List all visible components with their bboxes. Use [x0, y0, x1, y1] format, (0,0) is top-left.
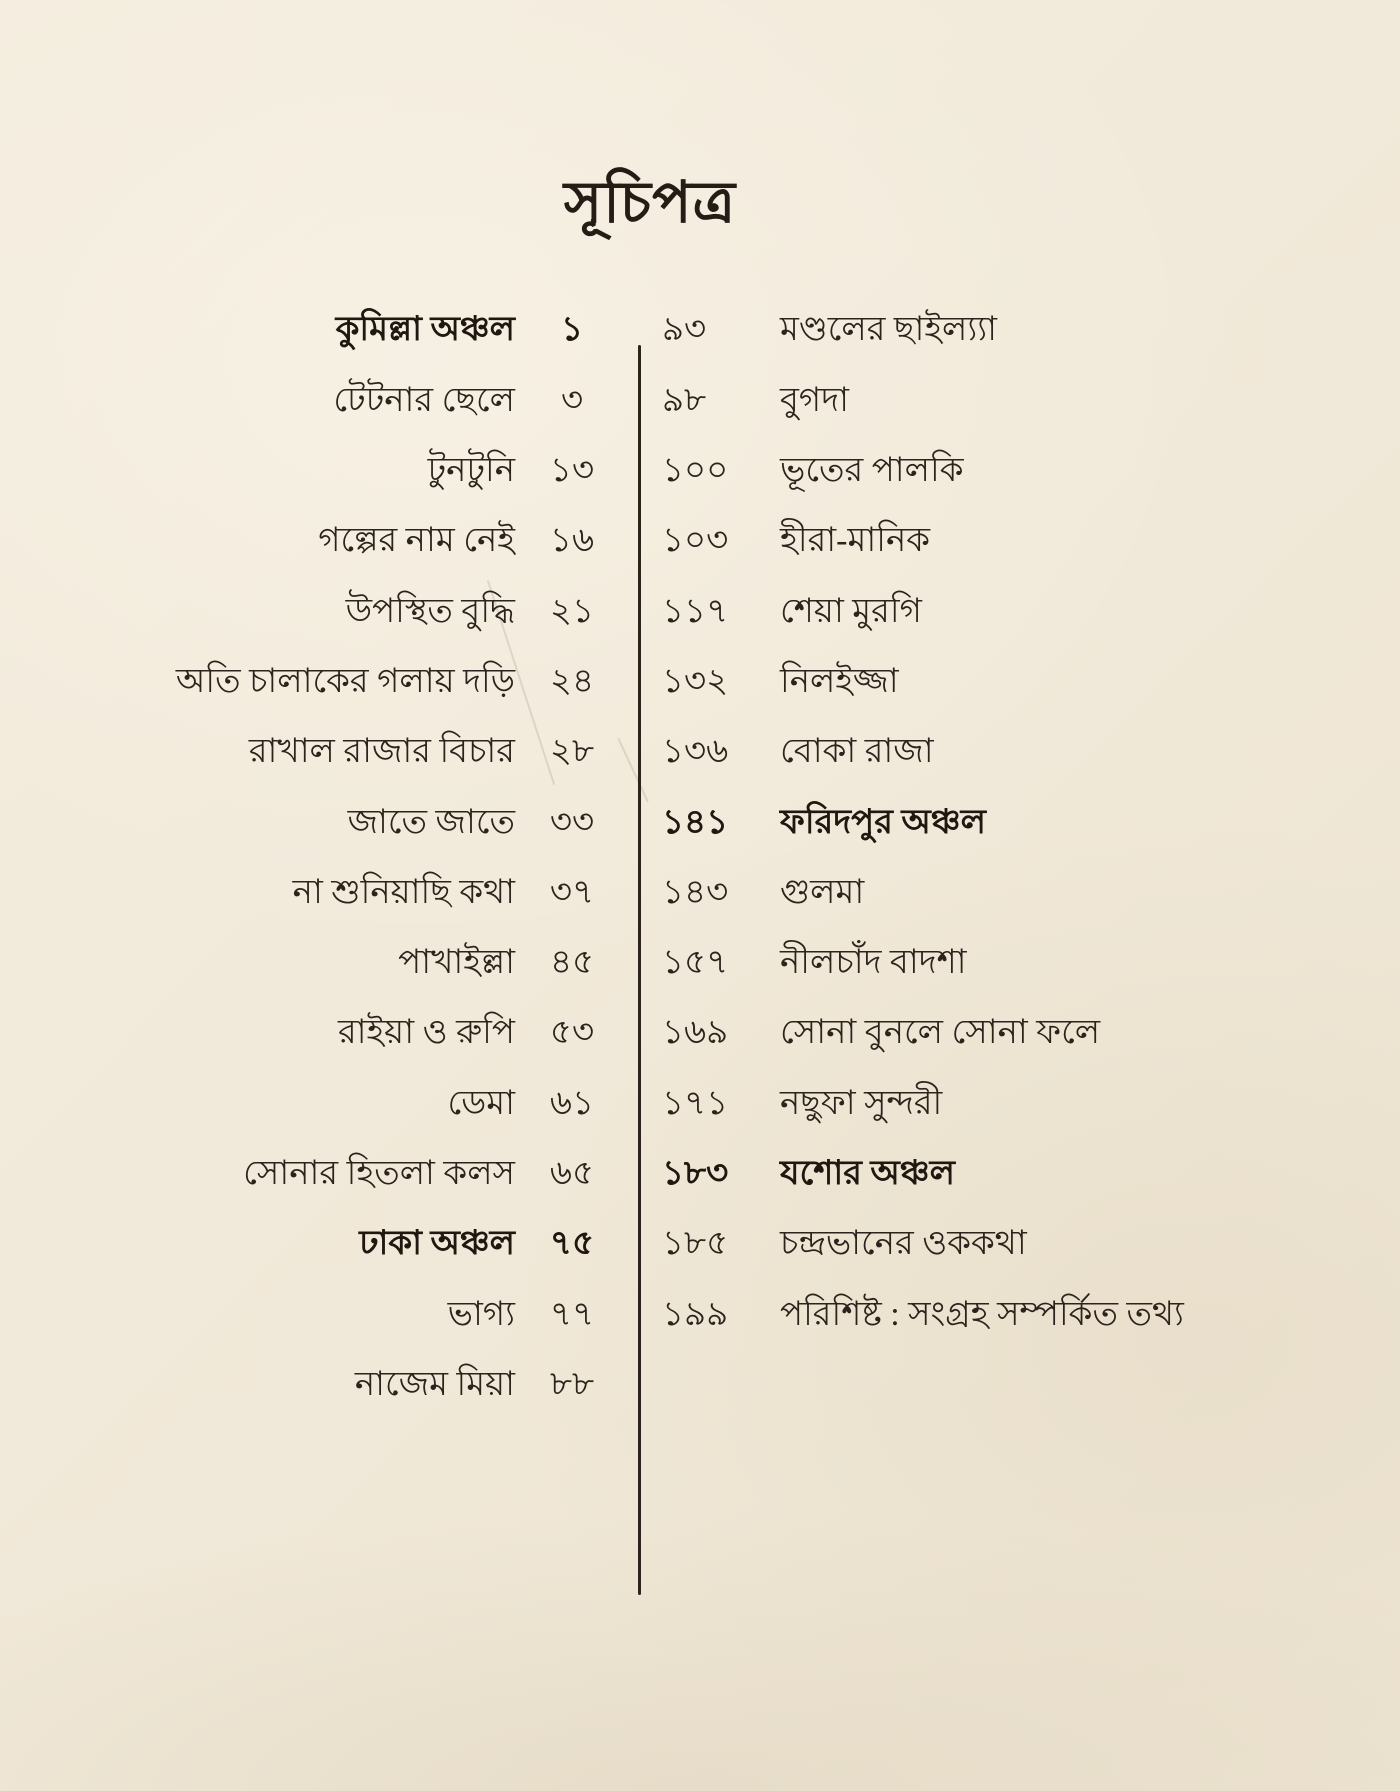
toc-entry — [662, 928, 1312, 998]
toc-entry — [95, 1139, 615, 1209]
toc-entry — [95, 1279, 615, 1349]
toc-entry-title: সোনা বুনলে সোনা ফলে — [780, 1014, 1101, 1052]
toc-entry — [95, 365, 615, 435]
page-title: সূচিপত্র — [563, 170, 737, 235]
toc-entry-page: ৪৫ — [549, 944, 595, 982]
toc-entry — [662, 787, 1312, 857]
toc-entry — [662, 1279, 1312, 1349]
toc-right-column — [662, 295, 1312, 1349]
toc-entry-page: ৫৩ — [549, 1014, 595, 1052]
toc-entry — [95, 1209, 615, 1279]
toc-entry-title: পাখাইল্লা — [398, 944, 515, 982]
toc-entry-title: টুনটুনি — [427, 452, 515, 490]
toc-entry — [662, 1068, 1312, 1138]
scan-crease — [617, 738, 648, 802]
toc-entry-page: ১৮৩ — [662, 1155, 729, 1193]
toc-entry — [95, 717, 615, 787]
toc-entry-page: ৯৩ — [662, 311, 707, 349]
toc-entry-title: কুমিল্লা অঞ্চল — [335, 311, 515, 349]
toc-entry-page: ১০৩ — [662, 522, 729, 560]
toc-entry-title: অতি চালাকের গলায় দড়ি — [175, 662, 515, 700]
toc-entry-page: ৩ — [560, 381, 584, 419]
toc-entry — [95, 1349, 615, 1419]
toc-entry — [662, 857, 1312, 927]
toc-entry — [95, 857, 615, 927]
toc-entry-title: টেটনার ছেলে — [333, 381, 515, 419]
toc-entry-title: নাজেম মিয়া — [354, 1365, 515, 1403]
toc-entry-page: ১৮৫ — [662, 1225, 729, 1263]
toc-entry-title: উপস্থিত বুদ্ধি — [345, 592, 515, 630]
toc-entry-title: ভাগ্য — [447, 1295, 515, 1333]
toc-entry-page: ১ — [560, 311, 584, 349]
toc-entry-title: ডেমা — [447, 1084, 515, 1122]
toc-entry — [662, 998, 1312, 1068]
toc-entry-page: ১৩ — [549, 452, 595, 490]
toc-entry-title: নীলচাঁদ বাদশা — [780, 944, 967, 982]
toc-entry-title: রাইয়া ও রুপি — [337, 1014, 515, 1052]
toc-entry-title: গুলমা — [780, 873, 865, 911]
toc-entry-title: পরিশিষ্ট : সংগ্রহ সম্পর্কিত তথ্য — [780, 1295, 1184, 1333]
toc-entry — [95, 576, 615, 646]
toc-entry-page: ১০০ — [662, 452, 729, 490]
toc-entry-page: ১৩২ — [662, 662, 729, 700]
toc-entry-page: ৭৫ — [549, 1225, 595, 1263]
toc-entry-title: রাখাল রাজার বিচার — [248, 733, 515, 771]
toc-entry-page: ১৬৯ — [662, 1014, 729, 1052]
toc-entry-page: ১১৭ — [662, 592, 729, 630]
toc-entry-page: ১৪৩ — [662, 873, 729, 911]
toc-entry-page: ৩৭ — [549, 873, 595, 911]
toc-entry-title: ফরিদপুর অঞ্চল — [780, 803, 986, 841]
toc-entry-title: গল্পের নাম নেই — [318, 522, 515, 560]
toc-entry-page: ২৪ — [549, 662, 595, 700]
toc-entry — [95, 506, 615, 576]
toc-entry-page: ১৭১ — [662, 1084, 729, 1122]
toc-entry — [662, 295, 1312, 365]
toc-entry — [95, 787, 615, 857]
toc-entry — [95, 998, 615, 1068]
toc-entry-title: মণ্ডলের ছাইল্য্যা — [780, 311, 997, 349]
toc-entry-page: ১৬ — [549, 522, 595, 560]
column-divider-rule — [638, 345, 641, 1595]
toc-entry-title: চন্দ্রভানের ওককথা — [780, 1225, 1027, 1263]
toc-entry-page: ৭৭ — [549, 1295, 595, 1333]
toc-entry — [662, 646, 1312, 716]
toc-entry — [662, 436, 1312, 506]
toc-entry-title: বোকা রাজা — [780, 733, 934, 771]
toc-entry-page: ৯৮ — [662, 381, 707, 419]
toc-entry-title: বুগদা — [780, 381, 849, 419]
toc-entry — [95, 295, 615, 365]
toc-entry — [662, 365, 1312, 435]
toc-left-column — [95, 295, 615, 1420]
toc-entry-page: ৮৮ — [549, 1365, 595, 1403]
toc-entry-page: ১৪১ — [662, 803, 729, 841]
toc-entry — [95, 928, 615, 998]
toc-entry-page: ১৯৯ — [662, 1295, 729, 1333]
toc-entry-title: ঢাকা অঞ্চল — [359, 1225, 515, 1263]
toc-entry — [95, 1068, 615, 1138]
toc-entry — [95, 436, 615, 506]
toc-entry — [662, 506, 1312, 576]
toc-entry — [662, 576, 1312, 646]
toc-entry-title: জাতে জাতে — [347, 803, 515, 841]
toc-entry-page: ৬৫ — [549, 1155, 595, 1193]
toc-entry-title: সোনার হিতলা কলস — [243, 1155, 515, 1193]
toc-entry-page: ২৮ — [549, 733, 595, 771]
toc-entry-page: ১৩৬ — [662, 733, 729, 771]
toc-entry — [662, 1209, 1312, 1279]
toc-entry-title: যশোর অঞ্চল — [780, 1155, 955, 1193]
toc-entry-title: ভূতের পালকি — [780, 452, 964, 490]
toc-entry-page: ৬১ — [549, 1084, 595, 1122]
toc-entry-title: শেয়া মুরগি — [780, 592, 922, 630]
toc-entry — [662, 717, 1312, 787]
toc-entry — [95, 646, 615, 716]
toc-entry-page: ৩৩ — [549, 803, 595, 841]
toc-entry-title: হীরা-মানিক — [780, 522, 931, 560]
toc-entry-page: ২১ — [549, 592, 595, 630]
toc-entry — [662, 1139, 1312, 1209]
toc-entry-title: নিলইজ্জা — [780, 662, 899, 700]
toc-entry-title: নছুফা সুন্দরী — [780, 1084, 943, 1122]
toc-entry-title: না শুনিয়াছি কথা — [292, 873, 515, 911]
toc-entry-page: ১৫৭ — [662, 944, 729, 982]
